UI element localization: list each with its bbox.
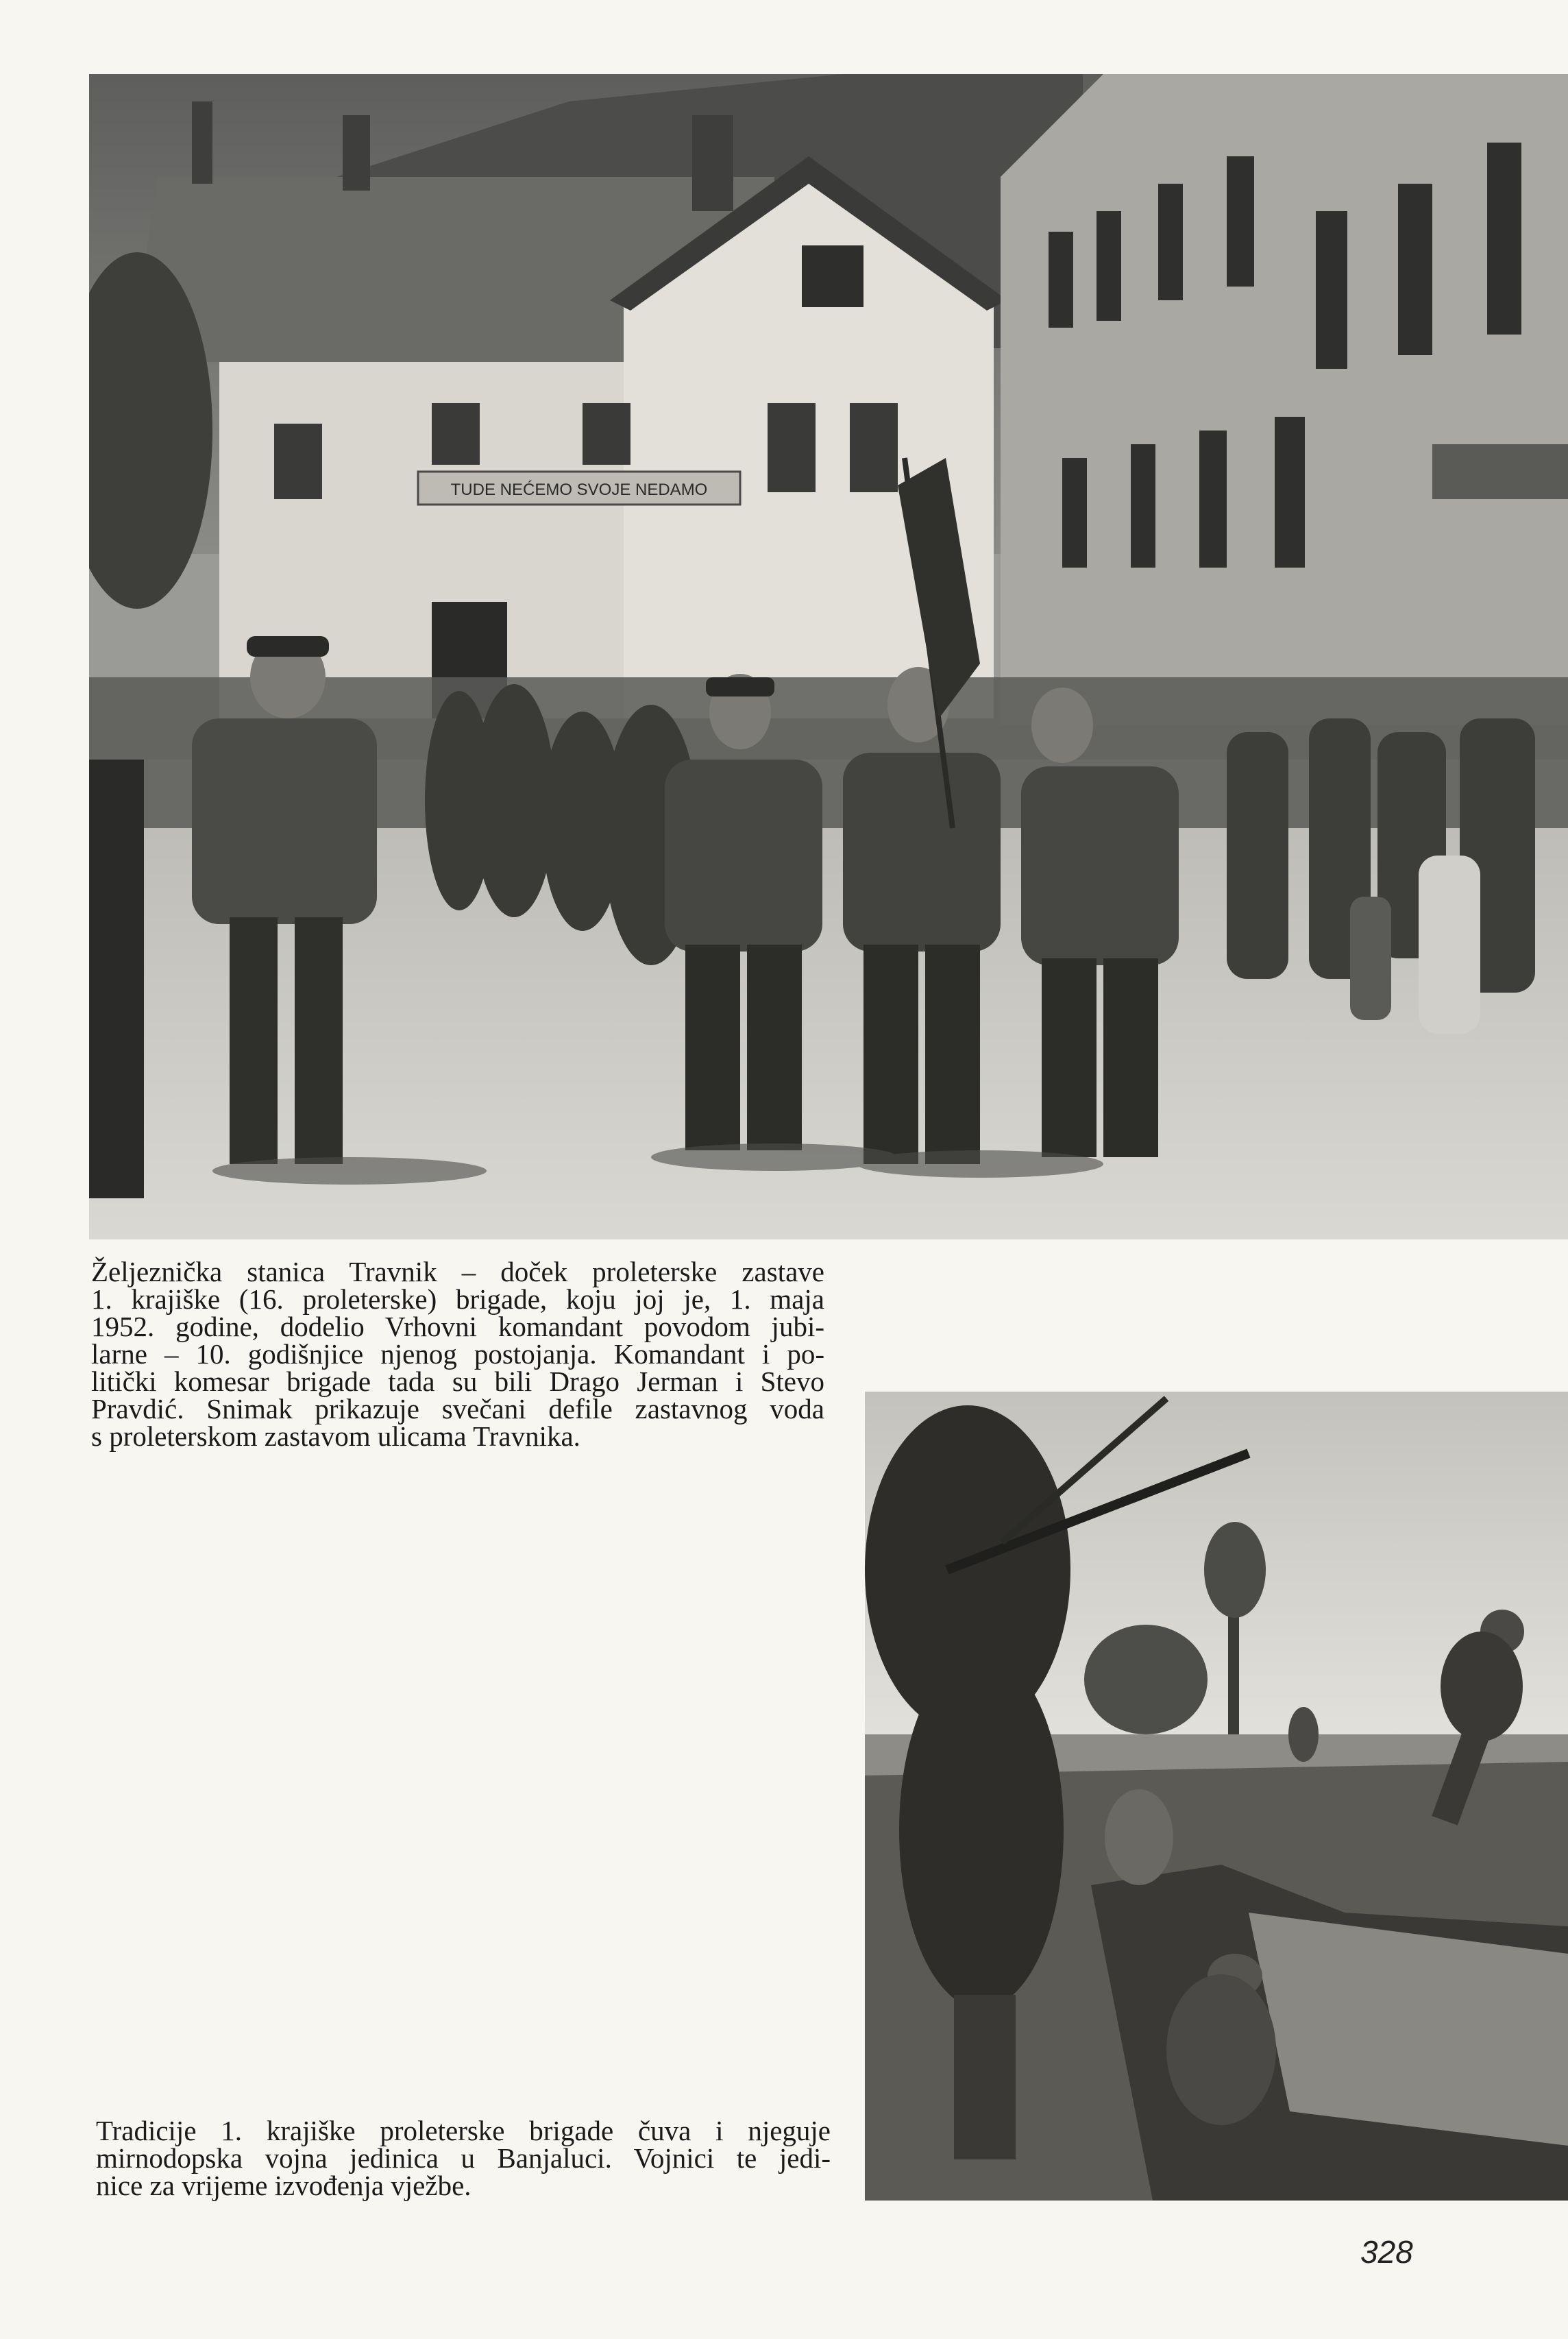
soldier-crouching <box>1105 1789 1173 1885</box>
caption-line: litički komesar brigade tada su bili Drago Jerman i Stevo <box>91 1366 824 1397</box>
photo-parade-travnik-station <box>89 74 1568 1239</box>
caption-line: 1952. godine, dodelio Vrhovni komandant povodom jubi- <box>91 1311 824 1342</box>
caption-parade <box>91 1258 824 1450</box>
caption-line: Pravdić. Snimak prikazuje svečani defile zastavnog voda <box>91 1393 824 1425</box>
exercise-photo-graphic <box>865 1392 1568 2201</box>
parade-photo-graphic <box>89 74 1568 1239</box>
caption-line: mirnodopska vojna jedinica u Banjaluci. Vojnici te jedi- <box>96 2142 831 2174</box>
tree-cluster <box>1084 1625 1208 1734</box>
photo-soldiers-exercise <box>865 1392 1568 2201</box>
person-left-edge <box>89 760 144 1198</box>
caption-line: larne – 10. godišnjice njenog postojanja. Komandant i po- <box>91 1338 824 1370</box>
station-banner-text: TUDE NEĆEMO SVOJE NEDAMO <box>450 481 708 499</box>
caption-line: Tradicije 1. krajiške proleterske brigade čuva i njeguje <box>96 2115 831 2146</box>
caption-line: s proleterskom zastavom ulicama Travnika. <box>91 1420 580 1452</box>
right-building <box>1001 74 1568 725</box>
page-number: 328 <box>1360 2234 1413 2270</box>
soldier-distant <box>1288 1707 1319 1762</box>
caption-exercise <box>96 2117 831 2199</box>
caption-line: Željeznička stanica Travnik – doček proleterske zastave <box>91 1256 824 1287</box>
caption-line: 1. krajiške (16. proleterske) brigade, koju joj je, 1. maja <box>91 1283 824 1315</box>
caption-line: nice za vrijeme izvođenja vježbe. <box>96 2170 471 2201</box>
